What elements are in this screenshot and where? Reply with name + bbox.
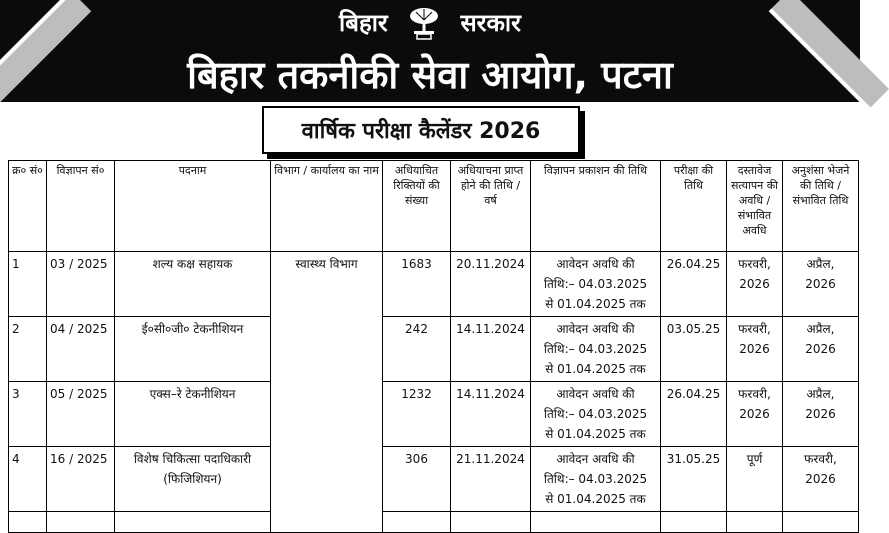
exam-calendar-table-wrap [8,160,858,506]
cell-advt: 03 / 2025 [47,252,115,317]
header-recommend: अनुशंसा भेजने की तिथि / संभावित तिथि [783,161,859,252]
doc-line-1: फरवरी, [738,322,771,336]
table-row-cut-off [9,512,859,533]
cell-sno: 3 [9,382,47,447]
rec-line-1: फरवरी, [804,452,837,466]
pub-line-1: आवेदन अवधि की [556,387,635,401]
cell-recommend [783,317,859,382]
rec-line-2: 2026 [805,277,836,291]
pub-line-2: तिथि:– 04.03.2025 [543,342,648,356]
cell-doc-verify [727,447,783,512]
cell-advt-pub [531,252,661,317]
cell-doc-verify [727,317,783,382]
table-row [9,382,859,447]
doc-line-2: 2026 [739,342,770,356]
pub-line-2: तिथि:– 04.03.2025 [543,277,648,291]
doc-line-1: फरवरी, [738,387,771,401]
cell-req-date: 14.11.2024 [451,382,531,447]
table-row [9,317,859,382]
cell-empty [383,512,451,533]
cell-empty [783,512,859,533]
cell-recommend [783,252,859,317]
government-line [0,4,860,41]
header-sno: क्र० सं० [9,161,47,252]
cell-doc-verify [727,252,783,317]
cell-vacancies: 1232 [383,382,451,447]
rec-line-2: 2026 [805,342,836,356]
cell-empty [47,512,115,533]
table-header-row [9,161,859,252]
cell-exam-date: 31.05.25 [661,447,727,512]
cell-req-date: 20.11.2024 [451,252,531,317]
cell-empty [727,512,783,533]
cell-vacancies: 242 [383,317,451,382]
cell-exam-date: 03.05.25 [661,317,727,382]
cell-sno: 1 [9,252,47,317]
calendar-title-box [262,106,580,154]
cell-empty [9,512,47,533]
cell-advt-pub [531,447,661,512]
pub-line-3: से 01.04.2025 तक [545,427,646,441]
cell-empty [531,512,661,533]
cell-vacancies: 1683 [383,252,451,317]
doc-line-2: 2026 [739,277,770,291]
cell-sno: 2 [9,317,47,382]
table-row [9,252,859,317]
header-exam-date: परीक्षा की तिथि [661,161,727,252]
exam-calendar-table [8,160,859,533]
cell-post: शल्य कक्ष सहायक [115,252,271,317]
rec-line-1: अप्रैल, [806,387,835,401]
cell-advt-pub [531,382,661,447]
cell-doc-verify [727,382,783,447]
cell-post: एक्स–रे टेकनीशियन [115,382,271,447]
cell-exam-date: 26.04.25 [661,252,727,317]
doc-line-1: फरवरी, [738,257,771,271]
header-doc-verify: दस्तावेज सत्यापन की अवधि / संभावित अवधि [727,161,783,252]
table-row [9,447,859,512]
pub-line-3: से 01.04.2025 तक [545,297,646,311]
header-advt: विज्ञापन सं० [47,161,115,252]
cell-recommend [783,382,859,447]
header-req-date: अधियाचना प्राप्त होने की तिथि / वर्ष [451,161,531,252]
header-advt-pub: विज्ञापन प्रकाशन की तिथि [531,161,661,252]
pub-line-2: तिथि:– 04.03.2025 [543,407,648,421]
cell-recommend [783,447,859,512]
header-banner [0,0,860,102]
cell-req-date: 14.11.2024 [451,317,531,382]
bodhi-tree-emblem-icon [402,6,446,40]
header-dept: विभाग / कार्यालय का नाम [271,161,383,252]
cell-empty [115,512,271,533]
pub-line-1: आवेदन अवधि की [556,257,635,271]
gov-left-text: बिहार [339,9,388,37]
calendar-title: वार्षिक परीक्षा कैलेंडर 2026 [301,119,541,144]
doc-line-1: पूर्ण [746,452,763,466]
pub-line-3: से 01.04.2025 तक [545,492,646,506]
rec-line-2: 2026 [805,472,836,486]
cell-sno: 4 [9,447,47,512]
cell-advt-pub [531,317,661,382]
cell-advt: 16 / 2025 [47,447,115,512]
rec-line-1: अप्रैल, [806,322,835,336]
cell-advt: 05 / 2025 [47,382,115,447]
doc-line-2: 2026 [739,407,770,421]
cell-vacancies: 306 [383,447,451,512]
pub-line-1: आवेदन अवधि की [556,322,635,336]
cell-advt: 04 / 2025 [47,317,115,382]
commission-title: बिहार तकनीकी सेवा आयोग, पटना [187,53,673,97]
header-post: पदनाम [115,161,271,252]
cell-exam-date: 26.04.25 [661,382,727,447]
pub-line-2: तिथि:– 04.03.2025 [543,472,648,486]
cell-req-date: 21.11.2024 [451,447,531,512]
rec-line-1: अप्रैल, [806,257,835,271]
pub-line-1: आवेदन अवधि की [556,452,635,466]
cell-post: विशेष चिकित्सा पदाधिकारी (फिजिशियन) [115,447,271,512]
cell-dept: स्वास्थ्य विभाग [271,252,383,533]
gov-right-text: सरकार [460,9,521,37]
cell-post: ई०सी०जी० टेकनीशियन [115,317,271,382]
pub-line-3: से 01.04.2025 तक [545,362,646,376]
header-vacancies: अधियाचित रिक्तियों की संख्या [383,161,451,252]
cell-empty [451,512,531,533]
cell-empty [661,512,727,533]
rec-line-2: 2026 [805,407,836,421]
